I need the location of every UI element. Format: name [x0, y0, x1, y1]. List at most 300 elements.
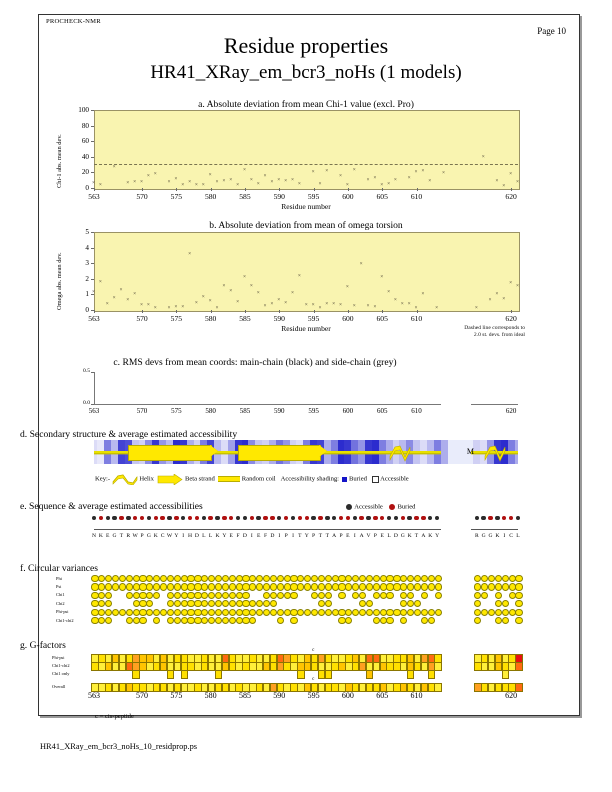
x-tick — [94, 310, 95, 313]
data-point: × — [495, 177, 499, 184]
data-point: × — [174, 176, 178, 183]
circular-variance-dot — [515, 575, 522, 582]
x-tick-label: 610 — [411, 407, 422, 415]
y-tick-label: 0 — [85, 306, 89, 314]
sequence-letter: Y — [222, 533, 227, 539]
circular-variance-dot — [174, 592, 181, 599]
data-point: × — [400, 300, 404, 307]
x-tick-label: 580 — [205, 407, 216, 415]
panel-a-title: a. Absolute deviation from mean Chi-1 value (excl. Pro) — [198, 99, 414, 110]
data-point: × — [236, 182, 240, 189]
x-tick — [348, 310, 349, 313]
g-x-tick-label: 605 — [376, 690, 389, 700]
x-tick-label: 590 — [274, 407, 285, 415]
data-point: × — [194, 182, 198, 189]
data-point: × — [256, 180, 260, 187]
circular-variance-dot — [515, 600, 522, 607]
data-point: × — [509, 280, 513, 287]
data-point: × — [98, 279, 102, 286]
beta-strand-2 — [238, 445, 321, 461]
y-axis-title: Omega abs. mean dev. — [56, 252, 63, 310]
y-tick-label: 0 — [85, 184, 89, 192]
data-point: × — [311, 169, 315, 176]
row-label-phi-psi: Phi-psi — [56, 609, 69, 615]
buried-residue-dot — [222, 516, 226, 520]
sequence-letter: E — [106, 533, 110, 539]
circular-variance-dot — [126, 592, 133, 599]
x-tick — [382, 188, 383, 191]
sequence-letter: F — [263, 533, 268, 539]
circular-variance-dot — [126, 609, 133, 616]
g-x-tick-label: 620 — [505, 690, 518, 700]
x-tick-label: 585 — [239, 192, 251, 201]
x-tick-label: 600 — [342, 407, 354, 415]
g-x-tick-label: 585 — [238, 690, 251, 700]
random-coil-icon — [218, 476, 240, 482]
panel-f-title: f. Circular variances — [20, 563, 99, 574]
sequence-letter: E — [229, 533, 233, 539]
key-coil-label: Random coil — [241, 475, 276, 483]
accessible-dot-icon — [345, 503, 353, 511]
panel-d-title: d. Secondary structure & average estimated accessibility — [20, 429, 238, 440]
data-point: × — [352, 166, 356, 173]
circular-variance-dot — [428, 583, 435, 590]
sequence-letter: V — [366, 533, 371, 539]
circular-variance-dot — [229, 583, 236, 590]
data-point: × — [92, 288, 96, 295]
gfactor-overall-box — [434, 683, 441, 692]
gfactor-chi1-only-box — [407, 670, 414, 679]
circular-variance-dot — [435, 575, 442, 582]
circular-variance-dot — [277, 617, 284, 624]
data-point: × — [270, 179, 274, 186]
row-label-chi2: Chi2 — [56, 600, 65, 606]
sequence-letter: I — [292, 533, 294, 539]
y-tick — [91, 279, 94, 280]
sequence-letter: W — [132, 533, 138, 539]
data-point: × — [297, 180, 301, 187]
x-axis-title: Residue number — [281, 324, 331, 333]
data-point: × — [407, 175, 411, 182]
sequence-letter: T — [119, 533, 124, 539]
accessible-residue-dot — [126, 516, 130, 520]
circular-variance-dot — [139, 617, 146, 624]
circular-variance-dot — [126, 575, 133, 582]
data-point: × — [263, 173, 267, 180]
circular-variance-dot — [270, 583, 277, 590]
sequence-letter: L — [516, 533, 520, 539]
data-point: × — [222, 283, 226, 290]
sequence-letter: D — [393, 533, 398, 539]
data-point: × — [481, 153, 485, 160]
data-point: × — [201, 293, 205, 300]
data-point: × — [380, 274, 384, 281]
y-tick-label: 0.5 — [83, 368, 90, 374]
sequence-letter: E — [380, 533, 384, 539]
circular-variance-dot — [174, 609, 181, 616]
g-row-label-1: Chi1-chi2 — [52, 663, 70, 669]
sequence-letter: L — [208, 533, 213, 539]
gfactor-chi1-chi2-box — [515, 662, 522, 671]
x-tick — [314, 310, 315, 313]
x-tick-label: 563 — [88, 314, 100, 323]
key-accessible-label: Accessible — [380, 475, 409, 483]
x-tick — [314, 188, 315, 191]
y-tick — [91, 126, 94, 127]
page-subtitle: HR41_XRay_em_bcr3_noHs (1 models) — [150, 62, 462, 83]
circular-variance-dot — [386, 592, 393, 599]
data-point: × — [119, 287, 123, 294]
sequence-letter: K — [407, 533, 412, 539]
sequence-letter: Y — [174, 533, 179, 539]
sequence-letter: R — [474, 533, 479, 539]
x-axis-title: Residue number — [281, 202, 331, 211]
x-tick-label: 570 — [136, 314, 148, 323]
membrane-marker: M — [466, 447, 474, 456]
data-point: × — [366, 302, 370, 309]
sequence-letter: G — [112, 533, 117, 539]
data-point: × — [112, 163, 116, 170]
y-tick — [91, 157, 94, 158]
x-tick — [417, 188, 418, 191]
helix-1 — [389, 442, 411, 462]
cis-peptide-marker-top: c — [312, 648, 315, 653]
panel-c-title: c. RMS devs from mean coords: main-chain (black) and side-chain (grey) — [113, 357, 397, 368]
data-point: × — [277, 296, 281, 303]
y-tick — [91, 232, 94, 233]
data-point: × — [222, 177, 226, 184]
data-point: × — [393, 176, 397, 183]
data-point: × — [112, 295, 116, 302]
sequence-letter: G — [481, 533, 486, 539]
program-name: PROCHECK-NMR — [46, 18, 101, 25]
sequence-letter: A — [359, 533, 364, 539]
data-point: × — [339, 302, 343, 309]
data-point: × — [414, 169, 418, 176]
sequence-letter: D — [270, 533, 275, 539]
g-x-tick-label: 580 — [204, 690, 217, 700]
x-tick-label: 620 — [505, 314, 517, 323]
circular-variance-dot — [277, 583, 284, 590]
helix-icon — [112, 473, 138, 485]
y-tick-label: 100 — [78, 106, 89, 114]
data-point: × — [366, 176, 370, 183]
key-prefix: Key:- — [95, 475, 111, 483]
y-tick — [91, 248, 94, 249]
data-point: × — [428, 177, 432, 184]
g-x-tick-label: 595 — [307, 690, 320, 700]
sequence-letter: P — [373, 533, 377, 539]
x-tick-label: 575 — [170, 314, 183, 323]
sequence-letter: R — [126, 533, 131, 539]
x-tick — [211, 188, 212, 191]
x-tick-label: 595 — [308, 407, 319, 415]
data-point: × — [352, 302, 356, 309]
buried-dot-icon — [388, 503, 396, 511]
sequence-letter: T — [325, 533, 329, 539]
sequence-letter: D — [194, 533, 199, 539]
circular-variance-dot — [270, 592, 277, 599]
data-point: × — [495, 291, 499, 298]
circular-variance-dot — [119, 583, 126, 590]
data-point: × — [249, 283, 253, 290]
data-point: × — [270, 300, 274, 307]
data-point: × — [242, 274, 246, 281]
g-row-label-0: Phi-psi — [52, 655, 65, 660]
gfactor-chi1-only-box — [215, 670, 222, 679]
sequence-letter: E — [346, 533, 350, 539]
c-x-axis-seg2 — [471, 404, 518, 405]
row-label-chi1: Chi1 — [56, 592, 65, 598]
g-x-tick-label: 600 — [341, 690, 354, 700]
circular-variance-dot — [495, 592, 502, 599]
data-point: × — [502, 295, 506, 302]
circular-variance-dot — [126, 617, 133, 624]
circular-variance-dot — [373, 583, 380, 590]
circular-variance-dot — [502, 617, 509, 624]
data-point: × — [284, 299, 288, 306]
circular-variance-dot — [428, 609, 435, 616]
beta-strand-arrowhead — [210, 445, 218, 457]
x-tick-label: 575 — [170, 192, 183, 201]
circular-variance-dot — [386, 617, 393, 624]
x-tick-label: 605 — [376, 192, 388, 201]
circular-variance-dot — [428, 575, 435, 582]
circular-variance-dot — [421, 609, 428, 616]
gfactor-chi1-only-box — [167, 670, 174, 679]
sequence-letter: T — [298, 533, 302, 539]
circular-variance-dot — [277, 592, 284, 599]
circular-variance-dot — [229, 592, 236, 599]
data-point: × — [421, 168, 425, 175]
sequence-letter: W — [166, 533, 173, 539]
circular-variance-dot — [126, 583, 133, 590]
y-tick-label: 80 — [81, 121, 89, 130]
circular-variance-dot — [318, 609, 325, 616]
data-point: × — [153, 170, 157, 177]
y-tick — [91, 372, 94, 373]
data-point: × — [249, 176, 253, 183]
x-tick-label: 620 — [505, 192, 517, 201]
data-point: × — [92, 180, 96, 187]
data-point: × — [284, 177, 288, 184]
sequence-letter: Y — [304, 533, 309, 539]
sequence-letter: D — [242, 533, 247, 539]
data-point: × — [167, 179, 171, 186]
data-point: × — [373, 304, 377, 311]
key-buried-label: Buried — [348, 475, 367, 483]
cis-peptide-note: c = cis-peptide — [95, 713, 134, 720]
y-tick-label: 20 — [81, 168, 89, 177]
data-point: × — [201, 182, 205, 189]
row-label-chi1-chi2: Chi1-chi2 — [56, 617, 74, 623]
sequence-letter: P — [284, 533, 288, 539]
y-axis-title: Chi-1 abs. mean dev. — [56, 134, 63, 188]
x-tick-label: 605 — [376, 407, 388, 415]
y-tick-label: 1 — [85, 290, 89, 299]
panel-g-title: g. G-factors — [20, 640, 66, 651]
circular-variance-dot — [222, 583, 229, 590]
y-tick-label: 2 — [85, 274, 89, 283]
data-point: × — [140, 302, 144, 309]
circular-variance-dot — [515, 583, 522, 590]
data-point: × — [373, 174, 377, 181]
circular-variance-dot — [242, 592, 249, 599]
data-point: × — [188, 251, 192, 258]
x-tick-label: 590 — [273, 192, 285, 201]
y-tick-label: 0.0 — [83, 400, 90, 406]
data-point: × — [208, 298, 212, 305]
beta-strand-icon — [157, 474, 183, 485]
x-tick — [279, 188, 280, 191]
circular-variance-dot — [435, 592, 442, 599]
circular-variance-dot — [325, 609, 332, 616]
data-point: × — [140, 178, 144, 185]
circular-variance-dot — [373, 592, 380, 599]
page-number: Page 10 — [537, 26, 566, 36]
sequence-letter: C — [509, 533, 513, 539]
circular-variance-dot — [119, 609, 126, 616]
data-point: × — [435, 305, 439, 312]
y-tick-label: 40 — [81, 152, 89, 161]
beta-strand-1 — [128, 445, 211, 461]
panel-e-title: e. Sequence & average estimated accessibilities — [20, 501, 203, 512]
panel-b-title: b. Absolute deviation from mean of omega torsion — [209, 220, 403, 231]
data-point: × — [318, 305, 322, 312]
footer-filename: HR41_XRay_em_bcr3_noHs_10_residprop.ps — [40, 742, 198, 751]
sequence-letter: N — [91, 533, 97, 539]
circular-variance-dot — [167, 583, 174, 590]
panel-e-legend — [345, 503, 415, 511]
x-tick-label: 563 — [88, 407, 100, 415]
x-tick-label: 570 — [136, 192, 148, 201]
helix-2 — [484, 442, 506, 462]
circular-variance-dot — [373, 609, 380, 616]
x-tick — [142, 310, 143, 313]
circular-variance-dot — [435, 583, 442, 590]
data-point: × — [194, 299, 198, 306]
data-point: × — [502, 183, 506, 190]
data-point: × — [509, 170, 513, 177]
data-point: × — [126, 296, 130, 303]
data-point: × — [393, 296, 397, 303]
circular-variance-dot — [229, 617, 236, 624]
x-tick — [511, 310, 512, 313]
sequence-letter: F — [236, 533, 240, 539]
data-point: × — [325, 167, 329, 174]
circular-variance-dot — [270, 609, 277, 616]
data-point: × — [304, 302, 308, 309]
data-point: × — [387, 288, 391, 295]
data-point: × — [242, 166, 246, 173]
gfactor-chi1-chi2-box — [434, 662, 441, 671]
x-tick-label: 563 — [88, 192, 100, 201]
x-tick — [382, 310, 383, 313]
page-title: Residue properties — [223, 33, 389, 58]
data-point: × — [332, 301, 336, 308]
sequence-letter: P — [140, 533, 144, 539]
data-point: × — [441, 169, 445, 176]
circular-variance-dot — [290, 617, 297, 624]
data-point: × — [105, 301, 109, 308]
data-point: × — [421, 291, 425, 298]
accessible-residue-dot — [366, 516, 370, 520]
data-point: × — [256, 290, 260, 297]
gfactor-chi1-only-box — [181, 670, 188, 679]
circular-variance-dot — [495, 583, 502, 590]
g-x-tick-label: 575 — [170, 690, 183, 700]
circular-variance-dot — [229, 575, 236, 582]
key-strand-label: Beta strand — [184, 475, 215, 483]
sequence-letter: C — [160, 533, 165, 539]
sequence-letter: I — [353, 533, 356, 539]
gfactor-chi1-only-box — [132, 670, 139, 679]
data-point: × — [414, 305, 418, 312]
x-tick-label: 600 — [342, 192, 354, 201]
gfactor-chi1-only-box — [366, 670, 373, 679]
data-point: × — [263, 302, 267, 309]
circular-variance-dot — [325, 575, 332, 582]
sequence-letter: H — [188, 533, 193, 539]
data-point: × — [339, 173, 343, 180]
data-point: × — [407, 300, 411, 307]
circular-variance-dot — [502, 583, 509, 590]
legend-accessible-label: Accessible — [354, 503, 383, 511]
data-point: × — [229, 176, 233, 183]
x-tick — [279, 310, 280, 313]
circular-variance-dot — [167, 609, 174, 616]
sequence-letter: A — [421, 533, 426, 539]
data-point: × — [277, 176, 281, 183]
data-point: × — [474, 305, 478, 312]
data-point: × — [188, 178, 192, 185]
cis-peptide-marker-overall: c — [312, 676, 315, 682]
circular-variance-dot — [338, 592, 345, 599]
circular-variance-dot — [421, 583, 428, 590]
data-point: × — [174, 304, 178, 311]
sequence-letter: I — [250, 533, 253, 539]
x-tick-label: 595 — [307, 192, 320, 201]
y-tick-label: 5 — [85, 228, 89, 236]
sequence-letter: I — [503, 533, 506, 539]
data-point: × — [181, 303, 185, 310]
sequence-letter: P — [312, 533, 316, 539]
x-tick-label: 610 — [410, 314, 423, 323]
data-point: × — [516, 178, 520, 185]
data-point: × — [133, 291, 137, 298]
circular-variance-dot — [421, 592, 428, 599]
y-tick — [91, 172, 94, 173]
data-point: × — [146, 302, 150, 309]
circular-variance-dot — [515, 617, 522, 624]
accessible-swatch-icon — [372, 476, 379, 483]
sequence-rule-2 — [471, 529, 518, 530]
legend-buried-label: Buried — [397, 503, 416, 511]
buried-residue-dot — [174, 516, 178, 520]
x-tick — [511, 188, 512, 191]
circular-variance-dot — [222, 609, 229, 616]
x-tick-label: 575 — [171, 407, 182, 415]
circular-variance-dot — [229, 609, 236, 616]
sequence-rule-1 — [94, 529, 441, 530]
gfactor-chi1-only-box — [297, 670, 304, 679]
x-tick-label: 570 — [136, 407, 148, 415]
buried-residue-dot — [318, 516, 322, 520]
x-tick-label: 610 — [410, 192, 423, 201]
g-x-tick-label: 563 — [88, 690, 100, 700]
data-point: × — [236, 298, 240, 305]
data-point: × — [215, 178, 219, 185]
